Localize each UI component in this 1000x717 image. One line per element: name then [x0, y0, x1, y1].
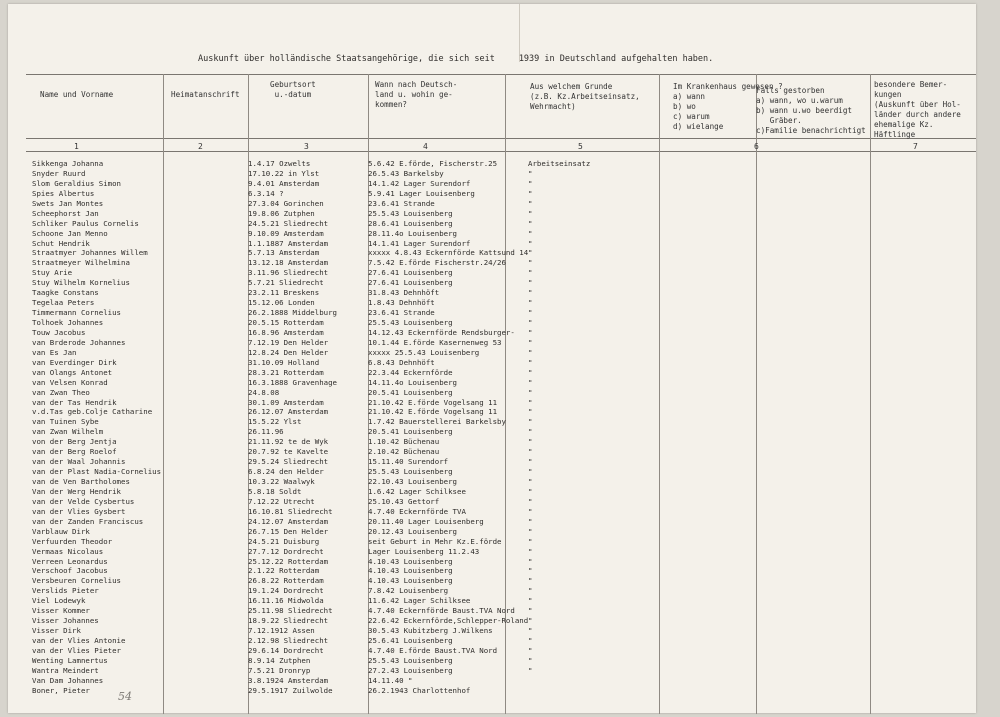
cell-reason: "	[528, 407, 533, 417]
cell-name: Versbeuren Cornelius	[32, 576, 121, 586]
cell-birth: 9.4.01 Amsterdam	[248, 178, 320, 188]
cell-name: van der Waal Johannis	[32, 457, 126, 467]
cell-reason: "	[528, 168, 533, 178]
colnum-rule	[26, 151, 976, 152]
cell-arrival: 15.11.40 Surendorf	[368, 457, 449, 467]
cell-birth: 19.1.24 Dordrecht	[248, 586, 324, 596]
cell-arrival: 25.5.43 Louisenberg	[368, 208, 453, 218]
table-row	[8, 527, 976, 537]
table-row	[8, 328, 976, 338]
cell-name: Visser Johannes	[32, 616, 99, 626]
table-row	[8, 656, 976, 666]
cell-arrival: 14.1.42 Lager Surendorf	[368, 178, 471, 188]
cell-birth: 16.8.96 Amsterdam	[248, 327, 324, 337]
cell-reason: "	[528, 486, 533, 496]
cell-name: van der Velde Cysbertus	[32, 496, 135, 506]
cell-arrival: 14.1.41 Lager Surendorf	[368, 238, 471, 248]
cell-name: van Brderode Johannes	[32, 337, 126, 347]
table-row	[8, 566, 976, 576]
table-row	[8, 278, 976, 288]
cell-birth: 24.5.21 Sliedrecht	[248, 218, 329, 228]
col-number-3: 3	[304, 142, 309, 151]
cell-reason: "	[528, 357, 533, 367]
cell-arrival: 5.6.42 E.förde, Fischerstr.25	[368, 159, 498, 168]
cell-birth: 5.8.18 Soldt	[248, 486, 302, 496]
table-row	[8, 437, 976, 447]
cell-name: Taagke Constans	[32, 288, 99, 298]
table-row	[8, 159, 976, 169]
cell-name: Snyder Ruurd	[32, 168, 86, 178]
cell-reason: "	[528, 258, 533, 268]
cell-name: van Everdinger Dirk	[32, 357, 117, 367]
cell-arrival: 5.9.41 Lager Louisenberg	[368, 188, 475, 198]
col-number-6: 6	[754, 142, 759, 151]
cell-birth: 6.8.24 den Helder	[248, 467, 324, 477]
cell-arrival: 25.5.43 Louisenberg	[368, 655, 453, 665]
cell-reason: "	[528, 457, 533, 467]
cell-reason: "	[528, 228, 533, 238]
cell-name: Slom Geraldius Simon	[32, 178, 121, 188]
table-row	[8, 557, 976, 567]
cell-birth: 26.11.96	[248, 427, 284, 437]
cell-reason: "	[528, 467, 533, 477]
cell-name: van Es Jan	[32, 347, 77, 357]
header-rule	[26, 138, 976, 139]
col-number-5: 5	[578, 142, 583, 151]
cell-reason: "	[528, 665, 533, 675]
cell-arrival: 23.6.41 Strande	[368, 308, 435, 318]
cell-name: van der Plast Nadia-Cornelius	[32, 467, 162, 477]
cell-arrival: 30.5.43 Kubitzberg J.Wilkens	[368, 626, 493, 636]
cell-arrival: 4.7.40 Eckernförde Baust.TVA Nord	[368, 606, 515, 616]
cell-birth: 23.2.11 Breskens	[248, 288, 320, 298]
cell-arrival: 6.8.43 Dehnhöft	[368, 357, 435, 367]
cell-reason: "	[528, 636, 533, 645]
cell-reason: "	[528, 198, 533, 208]
cell-arrival: 22.6.42 Eckernförde,Schlepper-Roland	[368, 616, 529, 626]
cell-birth: 8.9.14 Zutphen	[248, 655, 311, 665]
cell-name: van der Vlies Gysbert	[32, 506, 126, 516]
table-row	[8, 229, 976, 239]
cell-arrival: 20.11.40 Lager Louisenberg	[368, 516, 484, 526]
cell-birth: 20.7.92 te Kavelte	[248, 447, 329, 457]
cell-reason: "	[528, 566, 533, 576]
col-header-birth: Geburtsort u.-datum	[270, 80, 316, 99]
cell-name: van der Berg Roelof	[32, 447, 117, 457]
col-number-7: 7	[913, 142, 918, 151]
cell-name: Straatmyer Johannes Willem	[32, 248, 148, 258]
col-header-name: Name und Vorname	[40, 90, 114, 99]
cell-name: van Tuinen Sybe	[32, 417, 99, 427]
cell-arrival: 23.6.41 Strande	[368, 198, 435, 208]
col-number-1: 1	[74, 142, 79, 151]
table-row	[8, 676, 976, 686]
cell-arrival: 2.10.42 Büchenau	[368, 447, 440, 457]
cell-reason: "	[528, 616, 533, 626]
cell-birth: 24.5.21 Duisburg	[248, 536, 320, 546]
table-row	[8, 368, 976, 378]
cell-name: van der Zanden Franciscus	[32, 516, 144, 526]
cell-arrival: 28.11.4o Louisenberg	[368, 228, 457, 238]
cell-name: Wenting Lamnertus	[32, 655, 108, 665]
table-row	[8, 308, 976, 318]
table-row	[8, 666, 976, 676]
cell-name: Touw Jacobus	[32, 327, 86, 337]
heading-year-text: 1939 in Deutschland aufgehalten haben.	[518, 54, 714, 64]
cell-arrival: 25.10.43 Gettorf	[368, 496, 440, 506]
cell-birth: 12.8.24 Den Helder	[248, 347, 329, 357]
cell-arrival: 22.10.43 Louisenberg	[368, 477, 457, 486]
cell-name: Scheephorst Jan	[32, 208, 99, 218]
cell-arrival: 25.5.43 Louisenberg	[368, 318, 453, 327]
cell-birth: 15.12.06 Londen	[248, 298, 315, 308]
cell-reason: "	[528, 327, 533, 337]
table-row	[8, 537, 976, 547]
table-row	[8, 288, 976, 298]
table-row	[8, 388, 976, 398]
cell-name: Boner, Pieter	[32, 685, 90, 695]
cell-arrival: 1.10.42 Büchenau	[368, 437, 440, 447]
table-row	[8, 378, 976, 388]
cell-birth: 26.12.07 Amsterdam	[248, 407, 329, 417]
cell-name: Van Dam Johannes	[32, 675, 104, 685]
cell-birth: 1.4.17 Ozwelts	[248, 159, 311, 168]
cell-birth: 17.10.22 in Ylst	[248, 168, 320, 178]
table-row	[8, 596, 976, 606]
cell-birth: 29.6.14 Dordrecht	[248, 645, 324, 655]
cell-reason: "	[528, 417, 533, 427]
cell-arrival: 27.6.41 Louisenberg	[368, 268, 453, 278]
cell-arrival: 25.5.43 Louisenberg	[368, 467, 453, 477]
table-row	[8, 477, 976, 487]
cell-name: Straatmeyer Wilhelmina	[32, 258, 130, 268]
table-row	[8, 507, 976, 517]
cell-name: Schoone Jan Menno	[32, 228, 108, 238]
cell-birth: 20.5.15 Rotterdam	[248, 318, 324, 327]
cell-reason: "	[528, 387, 533, 397]
cell-name: Verreen Leonardus	[32, 556, 108, 566]
cell-reason: "	[528, 298, 533, 308]
cell-reason: "	[528, 576, 533, 586]
cell-reason: "	[528, 308, 533, 318]
table-row	[8, 248, 976, 258]
cell-birth: 3.8.1924 Amsterdam	[248, 675, 329, 685]
cell-arrival: 4.10.43 Louisenberg	[368, 566, 453, 576]
cell-name: Schliker Paulus Cornelis	[32, 218, 139, 228]
cell-reason: "	[528, 218, 533, 228]
table-row	[8, 517, 976, 527]
cell-birth: 26.2.1888 Middelburg	[248, 308, 337, 318]
cell-name: Schut Hendrik	[32, 238, 90, 248]
col-header-arrival: Wann nach Deutsch- land u. wohin ge- kommen?	[375, 80, 458, 109]
cell-birth: 7.12.19 Den Helder	[248, 337, 329, 347]
cell-birth: 7.12.22 Utrecht	[248, 496, 315, 506]
cell-birth: 29.5.1917 Zuilwolde	[248, 685, 333, 695]
table-row	[8, 686, 976, 696]
table-row	[8, 606, 976, 616]
cell-arrival: 4.7.40 Eckernförde TVA	[368, 506, 466, 516]
table-body	[8, 159, 976, 696]
table-row	[8, 616, 976, 626]
cell-arrival: 14.11.40 "	[368, 675, 413, 685]
document-heading	[198, 54, 713, 64]
cell-reason: "	[528, 268, 533, 278]
cell-name: Visser Dirk	[32, 626, 81, 636]
table-row	[8, 179, 976, 189]
cell-arrival: 1.6.42 Lager Schilksee	[368, 486, 466, 496]
cell-birth: 19.8.06 Zutphen	[248, 208, 315, 218]
cell-reason: "	[528, 337, 533, 347]
table-row	[8, 586, 976, 596]
cell-arrival: 4.10.43 Louisenberg	[368, 576, 453, 586]
cell-reason: "	[528, 546, 533, 556]
table-row	[8, 169, 976, 179]
cell-birth: 27.7.12 Dordrecht	[248, 546, 324, 556]
cell-name: Sikkenga Johanna	[32, 159, 104, 168]
col-header-reason: Aus welchem Grunde (z.B. Kz.Arbeitseinsatz, Wehrmacht)	[530, 82, 640, 111]
cell-name: van Zwan Theo	[32, 387, 90, 397]
cell-arrival: xxxxx 25.5.43 Louisenberg	[368, 347, 480, 357]
col-header-remarks: besondere Bemer- kungen (Auskunft über Hol- länder durch andere ehemalige Kz. Häftlinge	[874, 80, 961, 139]
cell-reason: "	[528, 536, 533, 546]
cell-birth: 18.9.22 Sliedrecht	[248, 616, 329, 626]
cell-birth: 31.10.09 Holland	[248, 357, 320, 367]
cell-reason: "	[528, 655, 533, 665]
table-row	[8, 487, 976, 497]
cell-birth: 26.8.22 Rotterdam	[248, 576, 324, 586]
cell-arrival: 10.1.44 E.förde Kasernenweg 53	[368, 337, 502, 347]
table-row	[8, 626, 976, 636]
cell-birth: 29.5.24 Sliedrecht	[248, 457, 329, 467]
col-header-deceased: Falls gestorben a) wann, wo u.warum b) wann u.wo beerdigt Gräber. c)Familie benachrichtigt	[756, 86, 866, 135]
cell-arrival: 28.6.41 Louisenberg	[368, 218, 453, 228]
cell-name: Van der Werg Hendrik	[32, 486, 121, 496]
cell-reason: "	[528, 516, 533, 526]
cell-arrival: 25.6.41 Louisenberg	[368, 636, 453, 645]
cell-arrival: 1.8.43 Dehnhöft	[368, 298, 435, 308]
cell-birth: 26.7.15 Den Helder	[248, 526, 329, 536]
cell-arrival: 4.10.43 Louisenberg	[368, 556, 453, 566]
cell-birth: 28.3.21 Rotterdam	[248, 367, 324, 377]
cell-name: v.d.Tas geb.Colje Catharine	[32, 407, 153, 417]
cell-name: Visser Kommer	[32, 606, 90, 616]
cell-birth: 16.11.16 Midwolda	[248, 596, 324, 606]
cell-arrival: seit Geburt in Mehr Kz.E.förde	[368, 536, 502, 546]
table-row	[8, 219, 976, 229]
cell-reason: "	[528, 606, 533, 616]
cell-arrival: 31.8.43 Dehnhöft	[368, 288, 440, 298]
table-row	[8, 427, 976, 437]
cell-reason: "	[528, 586, 533, 596]
cell-reason: "	[528, 377, 533, 387]
cell-reason: "	[528, 318, 533, 327]
table-row	[8, 358, 976, 368]
table-row	[8, 576, 976, 586]
col-number-4: 4	[423, 142, 428, 151]
cell-birth: 15.5.22 Ylst	[248, 417, 302, 427]
cell-reason: "	[528, 506, 533, 516]
table-row	[8, 209, 976, 219]
cell-reason: "	[528, 447, 533, 457]
cell-birth: 24.12.07 Amsterdam	[248, 516, 329, 526]
table-row	[8, 417, 976, 427]
cell-reason: "	[528, 437, 533, 447]
cell-name: Swets Jan Montes	[32, 198, 104, 208]
cell-birth: 2.1.22 Rotterdam	[248, 566, 320, 576]
cell-birth: 3.11.96 Sliedrecht	[248, 268, 329, 278]
cell-arrival: 20.12.43 Louisenberg	[368, 526, 457, 536]
cell-reason: "	[528, 427, 533, 437]
cell-arrival: 21.10.42 E.förde Vogelsang 11	[368, 397, 498, 407]
cell-birth: 16.10.81 Sliedrecht	[248, 506, 333, 516]
col-number-2: 2	[198, 142, 203, 151]
cell-birth: 25.11.98 Sliedrecht	[248, 606, 333, 616]
cell-name: Tolhoek Johannes	[32, 318, 104, 327]
cell-name: Timmermann Cornelius	[32, 308, 121, 318]
cell-arrival: 27.2.43 Louisenberg	[368, 665, 453, 675]
cell-name: van der Tas Hendrik	[32, 397, 117, 407]
cell-birth: 25.12.22 Rotterdam	[248, 556, 329, 566]
cell-reason: "	[528, 367, 533, 377]
cell-name: van Velsen Konrad	[32, 377, 108, 387]
cell-arrival: 27.6.41 Louisenberg	[368, 278, 453, 288]
document-page	[8, 4, 976, 713]
cell-reason: "	[528, 496, 533, 506]
cell-name: Spies Albertus	[32, 188, 95, 198]
cell-arrival: xxxxx 4.8.43 Eckernförde Kattsund 14	[368, 248, 529, 258]
cell-arrival: 26.5.43 Barkelsby	[368, 168, 444, 178]
table-row	[8, 467, 976, 477]
cell-reason: "	[528, 526, 533, 536]
table-row	[8, 547, 976, 557]
cell-arrival: 4.7.40 E.förde Baust.TVA Nord	[368, 645, 498, 655]
cell-arrival: 26.2.1943 Charlottenhof	[368, 685, 471, 695]
cell-reason: "	[528, 248, 533, 258]
cell-birth: 1.1.1887 Amsterdam	[248, 238, 329, 248]
cell-arrival: 20.5.41 Louisenberg	[368, 427, 453, 437]
table-row	[8, 268, 976, 278]
cell-arrival: 21.10.42 E.förde Vogelsang 11	[368, 407, 498, 417]
cell-arrival: 11.6.42 Lager Schilksee	[368, 596, 471, 606]
cell-reason: "	[528, 645, 533, 655]
cell-birth: 30.1.09 Amsterdam	[248, 397, 324, 407]
cell-birth: 10.3.22 Waalwyk	[248, 477, 315, 486]
cell-name: Wantra Meindert	[32, 665, 99, 675]
cell-name: van de Ven Bartholomes	[32, 477, 130, 486]
heading-text: Auskunft über holländische Staatsangehörige, die sich seit	[198, 54, 495, 64]
table-row	[8, 338, 976, 348]
cell-reason: "	[528, 238, 533, 248]
table-row	[8, 298, 976, 308]
cell-reason: "	[528, 188, 533, 198]
table-row	[8, 258, 976, 268]
cell-name: Stuy Arie	[32, 268, 73, 278]
cell-name: van Olangs Antonet	[32, 367, 113, 377]
cell-arrival: 7.5.42 E.förde Fischerstr.24/26	[368, 258, 506, 268]
cell-birth: 13.12.18 Amsterdam	[248, 258, 329, 268]
cell-name: von der Berg Jentja	[32, 437, 117, 447]
cell-arrival: 22.3.44 Eckernförde	[368, 367, 453, 377]
table-row	[8, 457, 976, 467]
cell-reason: "	[528, 626, 533, 636]
cell-birth: 27.3.04 Gorinchen	[248, 198, 324, 208]
cell-arrival: Lager Louisenberg 11.2.43	[368, 546, 480, 556]
cell-reason: "	[528, 477, 533, 486]
cell-birth: 16.3.1888 Gravenhage	[248, 377, 337, 387]
cell-name: van Zwan Wilhelm	[32, 427, 104, 437]
cell-arrival: 14.12.43 Eckernförde Rendsburger-	[368, 327, 515, 337]
table-row	[8, 497, 976, 507]
table-row	[8, 239, 976, 249]
table-row	[8, 189, 976, 199]
cell-arrival: 7.8.42 Louisenberg	[368, 586, 449, 596]
cell-reason: "	[528, 556, 533, 566]
cell-name: Vermaas Nicolaus	[32, 546, 104, 556]
cell-arrival: 14.11.4o Louisenberg	[368, 377, 457, 387]
cell-birth: 21.11.92 te de Wyk	[248, 437, 329, 447]
cell-name: van der Vlies Antonie	[32, 636, 126, 645]
cell-name: van der Vlies Pieter	[32, 645, 121, 655]
table-row	[8, 348, 976, 358]
cell-name: Verfuurden Theodor	[32, 536, 113, 546]
table-row	[8, 398, 976, 408]
col-header-address: Heimatanschrift	[171, 90, 240, 99]
table-row	[8, 646, 976, 656]
cell-reason: "	[528, 208, 533, 218]
cell-birth: 6.3.14 ?	[248, 188, 284, 198]
table-row	[8, 199, 976, 209]
cell-name: Tegelaa Peters	[32, 298, 95, 308]
cell-birth: 7.5.21 Dronryp	[248, 665, 311, 675]
cell-name: Verschoof Jacobus	[32, 566, 108, 576]
cell-reason: Arbeitseinsatz	[528, 159, 591, 168]
cell-birth: 5.7.13 Amsterdam	[248, 248, 320, 258]
cell-reason: "	[528, 288, 533, 298]
cell-reason: "	[528, 347, 533, 357]
cell-birth: 9.10.09 Amsterdam	[248, 228, 324, 238]
cell-arrival: 1.7.42 Bauerstellerei Barkelsby	[368, 417, 506, 427]
table-row	[8, 636, 976, 646]
cell-reason: "	[528, 278, 533, 288]
cell-birth: 7.12.1912 Assen	[248, 626, 315, 636]
cell-birth: 5.7.21 Sliedrecht	[248, 278, 324, 288]
cell-arrival: 20.5.41 Louisenberg	[368, 387, 453, 397]
cell-birth: 24.8.08	[248, 387, 280, 397]
table-row	[8, 407, 976, 417]
page-note: 54	[118, 690, 132, 703]
cell-name: Stuy Wilhelm Kornelius	[32, 278, 130, 288]
cell-name: Verslids Pieter	[32, 586, 99, 596]
cell-reason: "	[528, 596, 533, 606]
cell-name: Varblauw Dirk	[32, 526, 90, 536]
cell-birth: 2.12.98 Sliedrecht	[248, 636, 329, 645]
cell-reason: "	[528, 178, 533, 188]
table-top-rule	[26, 74, 976, 75]
col-header-hospital: Im Krankenhaus gewesen ? a) wann b) wo c) warum d) wielange	[673, 82, 783, 131]
cell-name: Viel Lodewyk	[32, 596, 86, 606]
table-row	[8, 447, 976, 457]
table-row	[8, 318, 976, 328]
cell-reason: "	[528, 397, 533, 407]
